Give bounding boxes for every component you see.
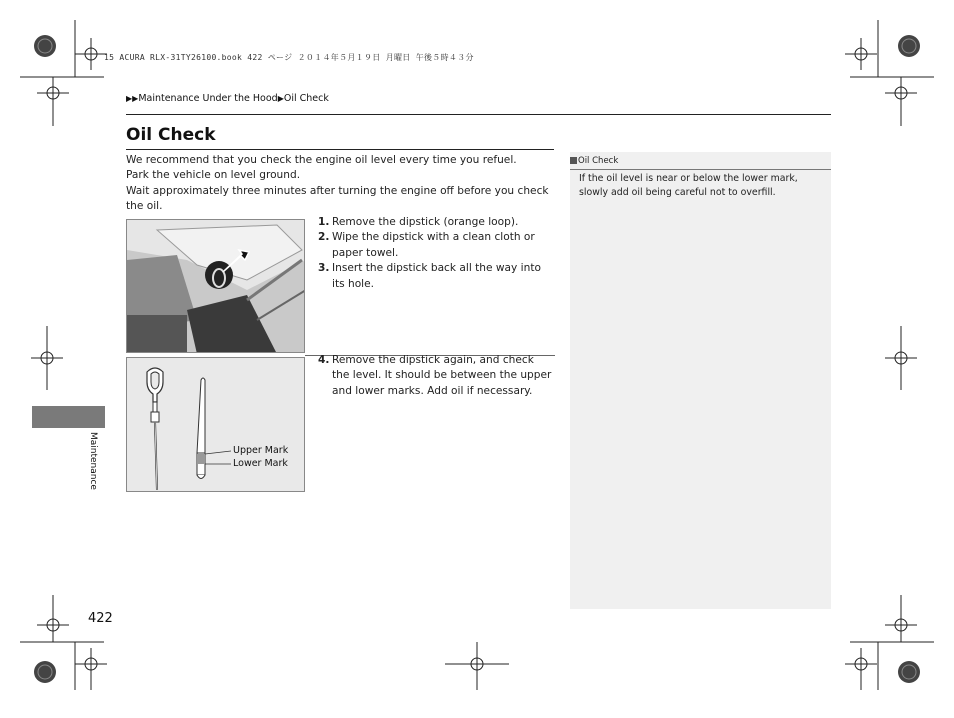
step-text: Insert the dipstick back all the way into its hole. <box>332 262 541 290</box>
step-item <box>318 215 554 230</box>
step-number: 2. <box>318 231 330 244</box>
steps-group-2 <box>318 353 554 399</box>
page-title: Oil Check <box>126 125 216 145</box>
title-divider <box>126 149 554 150</box>
chapter-tab[interactable] <box>32 406 105 428</box>
breadcrumb-arrow-icon: ▶ <box>277 94 284 103</box>
intro-paragraph: Wait approximately three minutes after turning the engine off before you check the oil. <box>126 184 549 213</box>
step-text: Remove the dipstick (orange loop). <box>332 216 519 228</box>
sidebar-note-box <box>570 152 831 609</box>
step-number: 4. <box>318 354 330 366</box>
breadcrumb-arrow-icon: ▶▶ <box>126 94 139 103</box>
page-number: 422 <box>88 611 113 626</box>
engine-dipstick-photo <box>126 219 305 353</box>
lower-mark-label: Lower Mark <box>233 458 288 469</box>
intro-text <box>126 153 556 215</box>
breadcrumb-page: Oil Check <box>283 93 329 104</box>
intro-paragraph: We recommend that you check the engine oil level every time you refuel. <box>126 154 517 166</box>
step-item <box>318 261 554 292</box>
dipstick-diagram <box>126 357 305 492</box>
header-divider <box>126 114 831 115</box>
breadcrumb-section[interactable]: Maintenance Under the Hood <box>138 93 278 104</box>
sidebar-heading <box>570 156 618 166</box>
breadcrumb <box>126 93 329 104</box>
chapter-label: Maintenance <box>88 432 98 490</box>
step-text: Wipe the dipstick with a clean cloth or paper towel. <box>332 231 535 259</box>
sidebar-divider <box>570 169 831 170</box>
step-number: 1. <box>318 216 330 228</box>
print-info: 15 ACURA RLX-31TY26100.book 422 ページ ２０１４年５月１９日 月曜日 午後５時４３分 <box>104 53 474 62</box>
step-number: 3. <box>318 262 330 275</box>
sidebar-heading-text: Oil Check <box>578 156 619 166</box>
step-item <box>318 353 554 399</box>
upper-mark-label: Upper Mark <box>233 445 289 456</box>
step-text: Remove the dipstick again, and check the level. It should be between the upper and lower marks. Add oil if necessary. <box>332 354 552 397</box>
sidebar-text: If the oil level is near or below the lower mark, slowly add oil being careful not to overfill. <box>579 173 798 198</box>
step-item <box>318 230 554 261</box>
intro-paragraph: Park the vehicle on level ground. <box>126 169 301 182</box>
note-icon <box>570 157 577 164</box>
steps-group-1 <box>318 215 554 292</box>
